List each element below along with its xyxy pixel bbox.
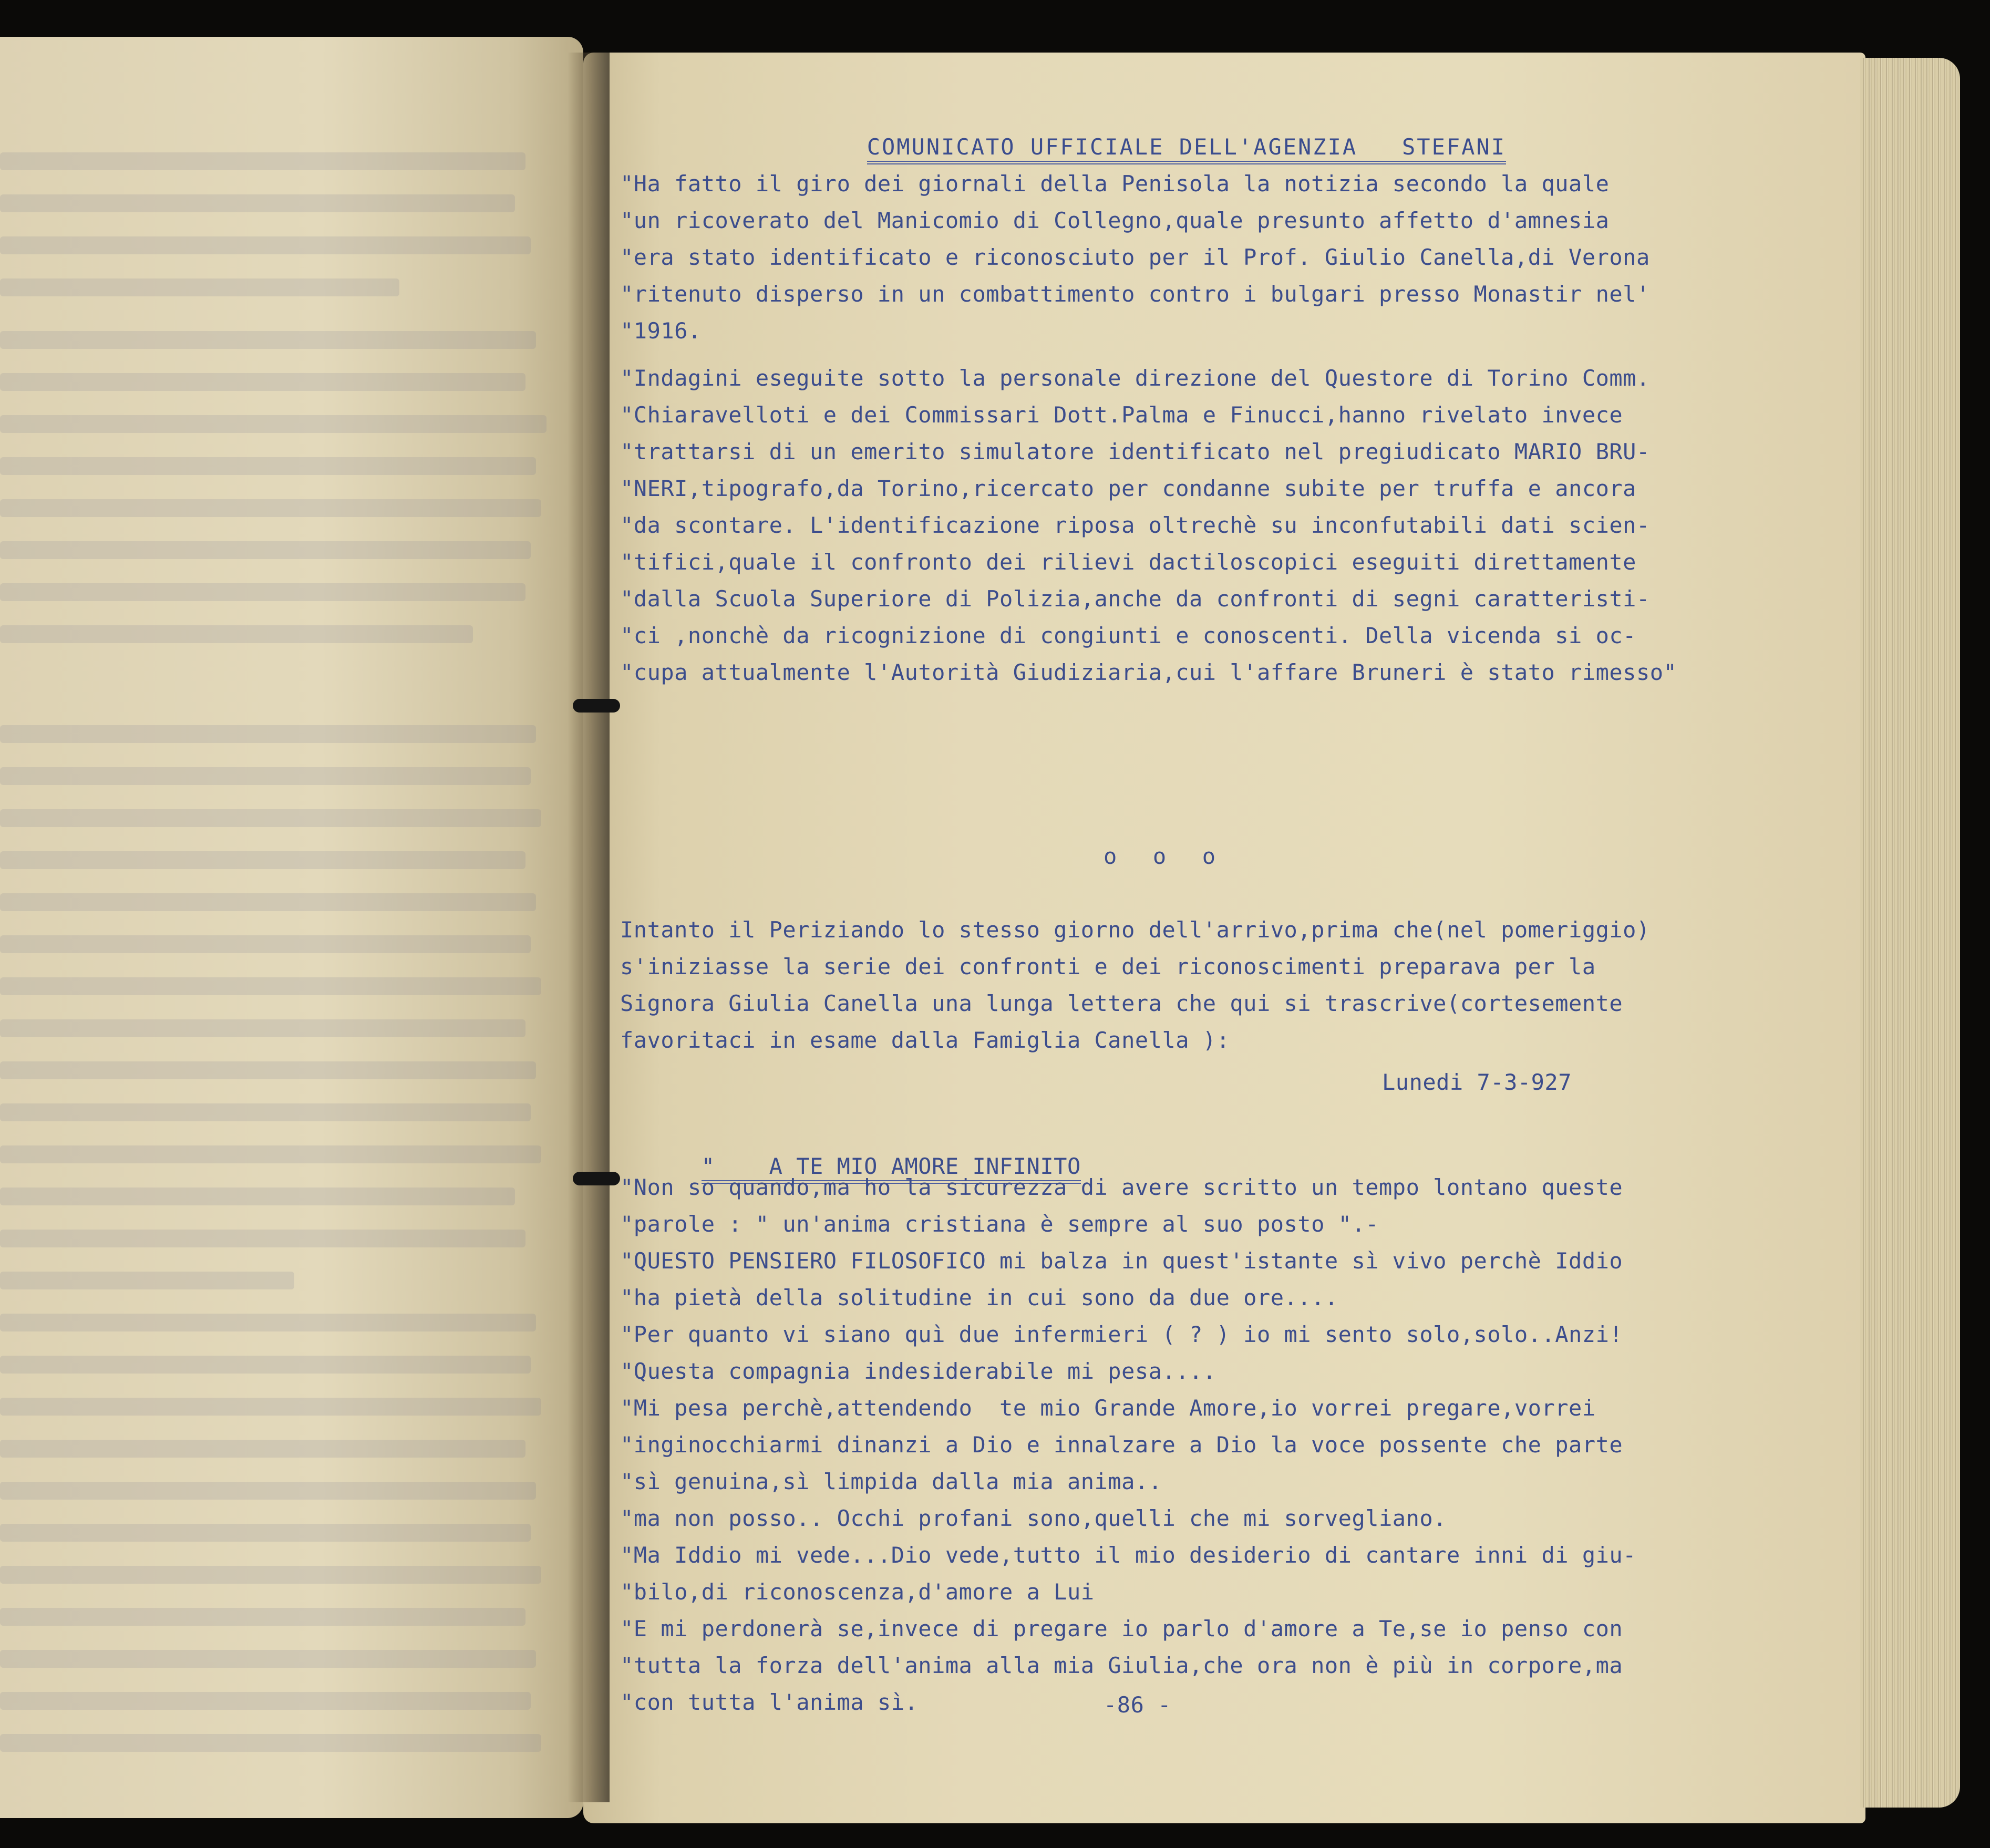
left-page-bleedthrough: [0, 37, 583, 1818]
letter-line: "bilo,di riconoscenza,d'amore a Lui: [620, 1579, 1095, 1605]
faded-line: [0, 1061, 536, 1079]
faded-line: [0, 1398, 541, 1416]
narrative-line: favoritaci in esame dalla Famiglia Canella ):: [620, 1027, 1230, 1053]
faded-line: [0, 194, 515, 212]
letter-line: "Mi pesa perchè,attendendo te mio Grande Amore,io vorrei pregare,vorrei: [620, 1395, 1596, 1421]
letter-line: "ha pietà della solitudine in cui sono da due ore....: [620, 1285, 1338, 1310]
faded-line: [0, 767, 531, 785]
faded-line: [0, 809, 541, 827]
letter-line: "ma non posso.. Occhi profani sono,quelli che mi sorvegliano.: [620, 1505, 1447, 1531]
letter-line: "E mi perdonerà se,invece di pregare io parlo d'amore a Te,se io penso con: [620, 1616, 1623, 1641]
communique-line: "ci ,nonchè da ricognizione di congiunti e conoscenti. Della vicenda si oc-: [620, 623, 1636, 648]
letter-line: "inginocchiarmi dinanzi a Dio e innalzare a Dio la voce possente che parte: [620, 1432, 1623, 1458]
communique-line: "1916.: [620, 318, 702, 344]
faded-line: [0, 415, 547, 433]
faded-line: [0, 1524, 531, 1542]
letter-line: "tutta la forza dell'anima alla mia Giulia,che ora non è più in corpore,ma: [620, 1653, 1623, 1678]
communique-line: "Indagini eseguite sotto la personale direzione del Questore di Torino Comm.: [620, 365, 1650, 391]
faded-line: [0, 935, 531, 953]
binding-thread: [573, 699, 620, 713]
page-number: -86 -: [1104, 1692, 1171, 1718]
faded-line: [0, 977, 541, 995]
section-separator: o o o: [1104, 843, 1219, 869]
communique-line: "Ha fatto il giro dei giornali della Penisola la notizia secondo la quale: [620, 171, 1610, 197]
narrative-line: Intanto il Periziando lo stesso giorno dell'arrivo,prima che(nel pomeriggio): [620, 917, 1650, 943]
communique-line: "ritenuto disperso in un combattimento contro i bulgari presso Monastir nel': [620, 281, 1650, 307]
faded-line: [0, 851, 525, 869]
letter-line: "Ma Iddio mi vede...Dio vede,tutto il mio desiderio di cantare inni di giu-: [620, 1542, 1636, 1568]
communique-line: "un ricoverato del Manicomio di Collegno,quale presunto affetto d'amnesia: [620, 208, 1610, 233]
faded-line: [0, 1692, 531, 1710]
letter-line: "Questa compagnia indesiderabile mi pesa....: [620, 1358, 1216, 1384]
faded-line: [0, 725, 536, 743]
header-title: COMUNICATO UFFICIALE DELL'AGENZIA STEFANI: [867, 134, 1506, 164]
faded-line: [0, 1230, 525, 1247]
faded-line: [0, 1188, 515, 1205]
communique-line: "trattarsi di un emerito simulatore identificato nel pregiudicato MARIO BRU-: [620, 439, 1650, 464]
binding-thread: [573, 1172, 620, 1185]
faded-line: [0, 236, 531, 254]
communique-line: "era stato identificato e riconosciuto per il Prof. Giulio Canella,di Verona: [620, 244, 1650, 270]
faded-line: [0, 1145, 541, 1163]
faded-line: [0, 152, 525, 170]
faded-line: [0, 583, 525, 601]
faded-line: [0, 625, 473, 643]
letter-line: "Per quanto vi siano quì due infermieri ( ? ) io mi sento solo,solo..Anzi!: [620, 1322, 1623, 1347]
faded-line: [0, 1019, 525, 1037]
letter-line: "con tutta l'anima sì.: [620, 1689, 919, 1715]
letter-title-text: " A TE MIO AMORE INFINITO: [702, 1153, 1081, 1184]
communique-line: "Chiaravelloti e dei Commissari Dott.Palma e Finucci,hanno rivelato invece: [620, 402, 1623, 428]
faded-line: [0, 1314, 536, 1331]
faded-line: [0, 331, 536, 349]
communique-line: "da scontare. L'identificazione riposa oltrechè su inconfutabili dati scien-: [620, 512, 1650, 538]
faded-line: [0, 1734, 541, 1752]
letter-line: "Non so quando,ma ho la sicurezza di avere scritto un tempo lontano queste: [620, 1174, 1623, 1200]
page-header: [778, 116, 1506, 179]
letter-line: "QUESTO PENSIERO FILOSOFICO mi balza in quest'istante sì vivo perchè Iddio: [620, 1248, 1623, 1274]
page-edges: [1860, 58, 1960, 1808]
faded-line: [0, 1440, 525, 1458]
faded-line: [0, 1650, 536, 1668]
communique-line: "dalla Scuola Superiore di Polizia,anche da confronti di segni caratteristi-: [620, 586, 1650, 612]
gutter-shadow: [568, 53, 610, 1802]
faded-line: [0, 1566, 541, 1584]
narrative-line: s'iniziasse la serie dei confronti e dei riconoscimenti preparava per la: [620, 954, 1596, 979]
faded-line: [0, 373, 525, 391]
faded-line: [0, 1356, 531, 1374]
communique-line: "NERI,tipografo,da Torino,ricercato per condanne subite per truffa e ancora: [620, 476, 1636, 501]
faded-line: [0, 1608, 525, 1626]
narrative-line: Signora Giulia Canella una lunga lettera che qui si trascrive(cortesemente: [620, 990, 1623, 1016]
faded-line: [0, 893, 536, 911]
faded-line: [0, 278, 399, 296]
communique-line: "tifici,quale il confronto dei rilievi dactiloscopici eseguiti direttamente: [620, 549, 1636, 575]
faded-line: [0, 499, 541, 517]
faded-line: [0, 1272, 294, 1289]
faded-line: [0, 1103, 531, 1121]
letter-date: Lunedi 7-3-927: [1382, 1069, 1572, 1095]
communique-line: "cupa attualmente l'Autorità Giudiziaria,cui l'affare Bruneri è stato rimesso": [620, 659, 1677, 685]
faded-line: [0, 457, 536, 475]
faded-line: [0, 541, 531, 559]
letter-line: "parole : " un'anima cristiana è sempre al suo posto ".-: [620, 1211, 1379, 1237]
faded-line: [0, 1482, 536, 1500]
letter-line: "sì genuina,sì limpida dalla mia anima..: [620, 1469, 1162, 1494]
